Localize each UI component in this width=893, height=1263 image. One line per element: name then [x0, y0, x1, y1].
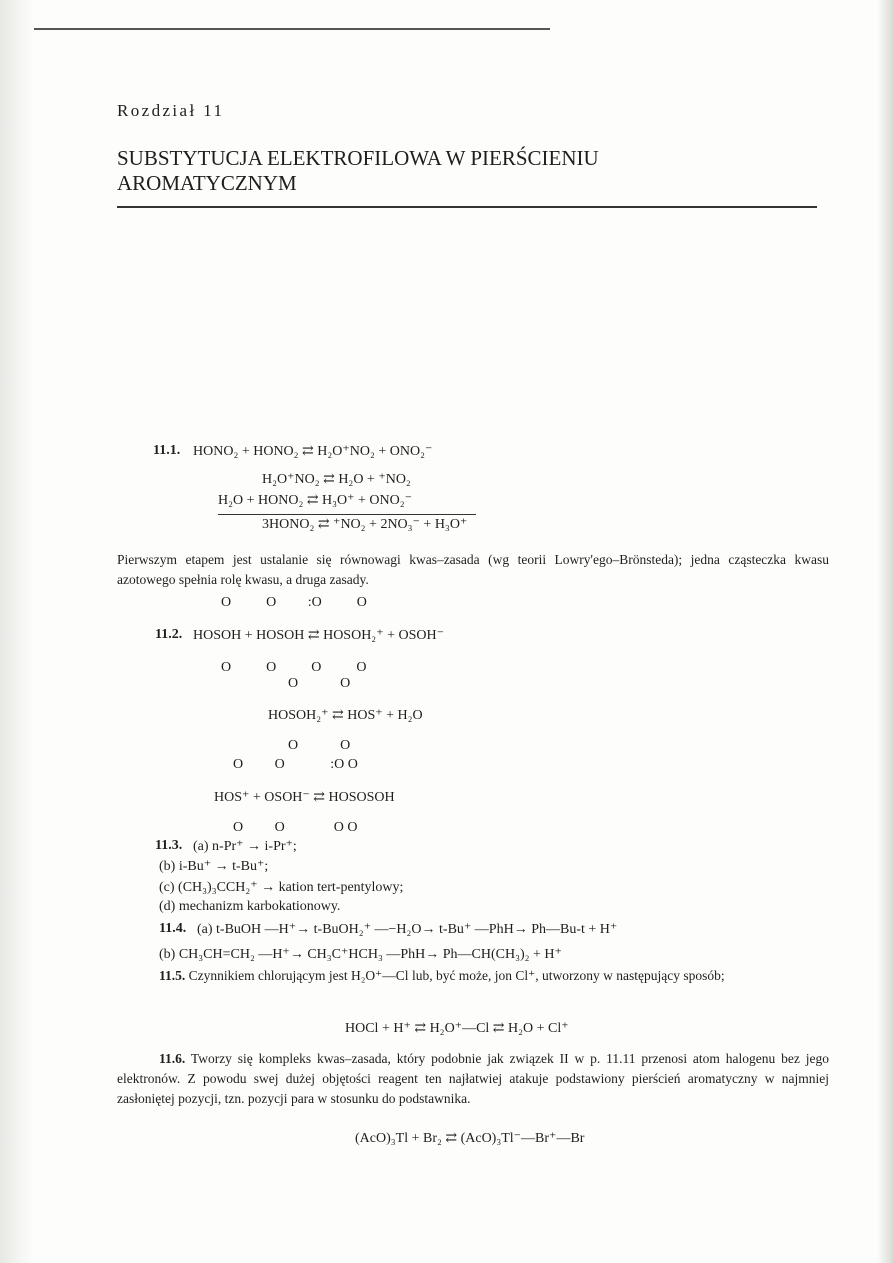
s11-3-item-b: (b) i-Bu⁺ → t-Bu⁺; [159, 859, 269, 874]
s11-2-row2-main: HOSOH₂⁺ ⇄ HOS⁺ + H₂O [268, 708, 423, 723]
s11-1-sum-equation: 3HONO₂ ⇄ ⁺NO₂ + 2NO₃⁻ + H₃O⁺ [262, 517, 468, 532]
section-11-5-number: 11.5. [159, 968, 186, 983]
section-11-4-number: 11.4. [159, 921, 187, 936]
s11-4-reaction-a: (a) t-BuOH —H⁺→ t-BuOH₂⁺ —−H₂O→ t-Bu⁺ —PhH→ Ph—Bu-t + H⁺ [197, 922, 618, 937]
s11-5-equation: HOCl + H⁺ ⇄ H₂O⁺—Cl ⇄ H₂O + Cl⁺ [345, 1021, 569, 1036]
s11-1-equation-2: H₂O⁺NO₂ ⇄ H₂O + ⁺NO₂ [262, 472, 411, 487]
s11-2-row1-main: HOSOH + HOSOH ⇄ HOSOH₂⁺ + OSOH⁻ [193, 628, 444, 643]
title-line-2: AROMATYCZNYM [117, 171, 297, 195]
section-11-2-number: 11.2. [155, 627, 183, 642]
s11-5-text: Czynnikiem chlorującym jest H₂O⁺—Cl lub, być może, jon Cl⁺, utworzony w następujący sposób; [188, 968, 725, 983]
s11-1-explanation: Pierwszym etapem jest ustalanie się równowagi kwas–zasada (wg teorii Lowry'ego–Brönsteda); jedna cząsteczka kwasu azotowego spełnia rolę kwasu, a druga zasady. [117, 552, 829, 587]
scan-right-edge [877, 0, 893, 1263]
chapter-title [117, 146, 757, 196]
s11-2-row1-top: O O :O O [221, 595, 367, 610]
s11-2-row3-top: O O :O O [233, 757, 358, 772]
scan-left-edge [0, 0, 34, 1263]
title-rule [117, 206, 817, 208]
section-11-6-number: 11.6. [159, 1051, 186, 1066]
s11-2-row2-top: O O [288, 676, 351, 691]
s11-6-paragraph [117, 1049, 829, 1109]
top-scan-line [34, 28, 550, 30]
s11-3-item-d: (d) mechanizm karbokationowy. [159, 899, 341, 914]
s11-2-row3-bottom: O O O O [233, 820, 358, 835]
s11-2-row2-bottom: O O [288, 738, 351, 753]
section-11-1-number: 11.1. [153, 443, 181, 458]
title-line-1: SUBSTYTUCJA ELEKTROFILOWA W PIERŚCIENIU [117, 146, 599, 170]
reaction-sum-rule [218, 514, 476, 515]
s11-3-item-a: (a) n-Pr⁺ → i-Pr⁺; [193, 839, 297, 854]
s11-6-equation: (AcO)₃Tl + Br₂ ⇄ (AcO)₃Tl⁻—Br⁺—Br [355, 1131, 585, 1146]
s11-1-equation-1: HONO₂ + HONO₂ ⇄ H₂O⁺NO₂ + ONO₂⁻ [193, 444, 433, 459]
s11-4-reaction-b: (b) CH₃CH=CH₂ —H⁺→ CH₃C⁺HCH₃ —PhH→ Ph—CH(CH₃)₂ + H⁺ [159, 947, 562, 962]
chapter-label: Rozdział 11 [117, 101, 225, 120]
s11-5-paragraph [117, 966, 829, 986]
s11-3-item-c: (c) (CH₃)₃CCH₂⁺ → kation tert-pentylowy; [159, 880, 404, 895]
s11-6-text: Tworzy się kompleks kwas–zasada, który podobnie jak związek II w p. 11.11 przenosi atom halogenu bez jego elektronów. Z powodu swej dużej objętości reagent ten najłatwiej atakuje podstawiony pierścień aromatyczny w najmniej zasłoniętej pozycji, tzn. pozycji para w stosunku do podstawnika. [117, 1051, 829, 1106]
s11-2-row3-main: HOS⁺ + OSOH⁻ ⇄ HOSOSOH [214, 790, 395, 805]
section-11-3-number: 11.3. [155, 838, 183, 853]
s11-1-equation-3: H₂O + HONO₂ ⇄ H₃O⁺ + ONO₂⁻ [218, 493, 413, 508]
s11-2-row1-bottom: O O O O [221, 660, 367, 675]
